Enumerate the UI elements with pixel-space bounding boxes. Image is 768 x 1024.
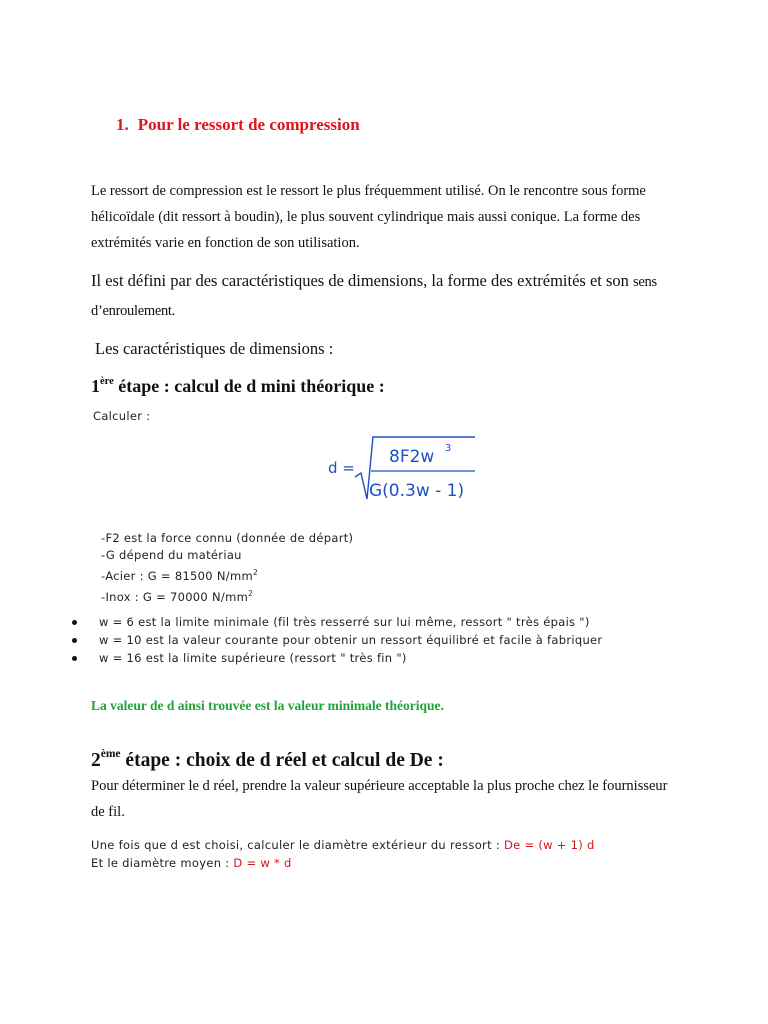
formula-lhs: d = bbox=[328, 459, 355, 477]
step2-number: 2 bbox=[91, 750, 101, 771]
outer-diameter-formula: De = (w + 1) d bbox=[503, 838, 595, 852]
outer-diameter-line: Une fois que d est choisi, calculer le diamètre extérieur du ressort : De = (w + 1) d bbox=[91, 838, 595, 852]
mean-diameter-line: Et le diamètre moyen : D = w * d bbox=[91, 856, 292, 870]
section-title bbox=[116, 115, 360, 135]
list-item: w = 10 est la valeur courante pour obtenir un ressort équilibré et facile à fabriquer bbox=[72, 631, 602, 649]
step1-number: 1 bbox=[91, 376, 100, 396]
bullet-dot-icon bbox=[72, 638, 77, 643]
step2-ordinal: ème bbox=[100, 748, 121, 760]
list-item: w = 6 est la limite minimale (fil très resserré sur lui même, ressort " très épais ") bbox=[72, 613, 602, 631]
diameter-formulas bbox=[91, 836, 595, 872]
formula-denominator: G(0.3w - 1) bbox=[369, 481, 465, 501]
step1-title: étape : calcul de d mini théorique : bbox=[113, 376, 385, 396]
w-bullet-list bbox=[72, 613, 602, 667]
note-acier: -Acier : G = 81500 $N/mm^2$ bbox=[101, 568, 259, 583]
bullet-dot-icon bbox=[72, 656, 77, 661]
definition-tail: sens d’enroulement. bbox=[91, 274, 657, 319]
intro-paragraph: Le ressort de compression est le ressort le plus fréquemment utilisé. On le rencontre sous forme hélicoïdale (dit ressort à boudin), le plus souvent cylindrique mais aussi conique. La forme des extrémités varie en fonction de son utilisation. bbox=[91, 183, 646, 251]
step2-title: étape : choix de d réel et calcul de De : bbox=[120, 750, 444, 771]
definition-paragraph bbox=[91, 267, 681, 325]
dimensions-label: Les caractéristiques de dimensions : bbox=[95, 339, 334, 358]
step2-paragraph: Pour déterminer le d réel, prendre la valeur supérieure acceptable la plus proche chez le fournisseur de fil. bbox=[91, 778, 668, 820]
step1-heading bbox=[91, 376, 385, 397]
step1-ordinal: ère bbox=[100, 376, 114, 387]
section-title-text: Pour le ressort de compression bbox=[137, 115, 360, 134]
section-number: 1. bbox=[116, 115, 129, 134]
step1-conclusion: La valeur de d ainsi trouvée est la valeur minimale théorique. bbox=[91, 698, 444, 713]
note-g: -G dépend du matériau bbox=[101, 548, 242, 562]
formula-numerator-exponent: 3 bbox=[445, 443, 452, 454]
list-item: w = 16 est la limite supérieure (ressort " très fin ") bbox=[72, 649, 602, 667]
step2-heading bbox=[91, 748, 444, 772]
definition-text: Il est défini par des caractéristiques de dimensions, la forme des extrémités et son bbox=[91, 271, 629, 290]
parameter-notes bbox=[101, 530, 353, 606]
note-inox: -Inox : G = 70000 $N/mm^2$ bbox=[101, 589, 254, 604]
formula-d-min bbox=[325, 432, 485, 504]
note-f2: -F2 est la force connu (donnée de départ) bbox=[101, 531, 354, 545]
mean-diameter-formula: D = w * d bbox=[233, 856, 292, 870]
bullet-dot-icon bbox=[72, 620, 77, 625]
formula-numerator: 8F2w bbox=[389, 447, 435, 467]
calc-label: Calculer : bbox=[93, 409, 151, 423]
